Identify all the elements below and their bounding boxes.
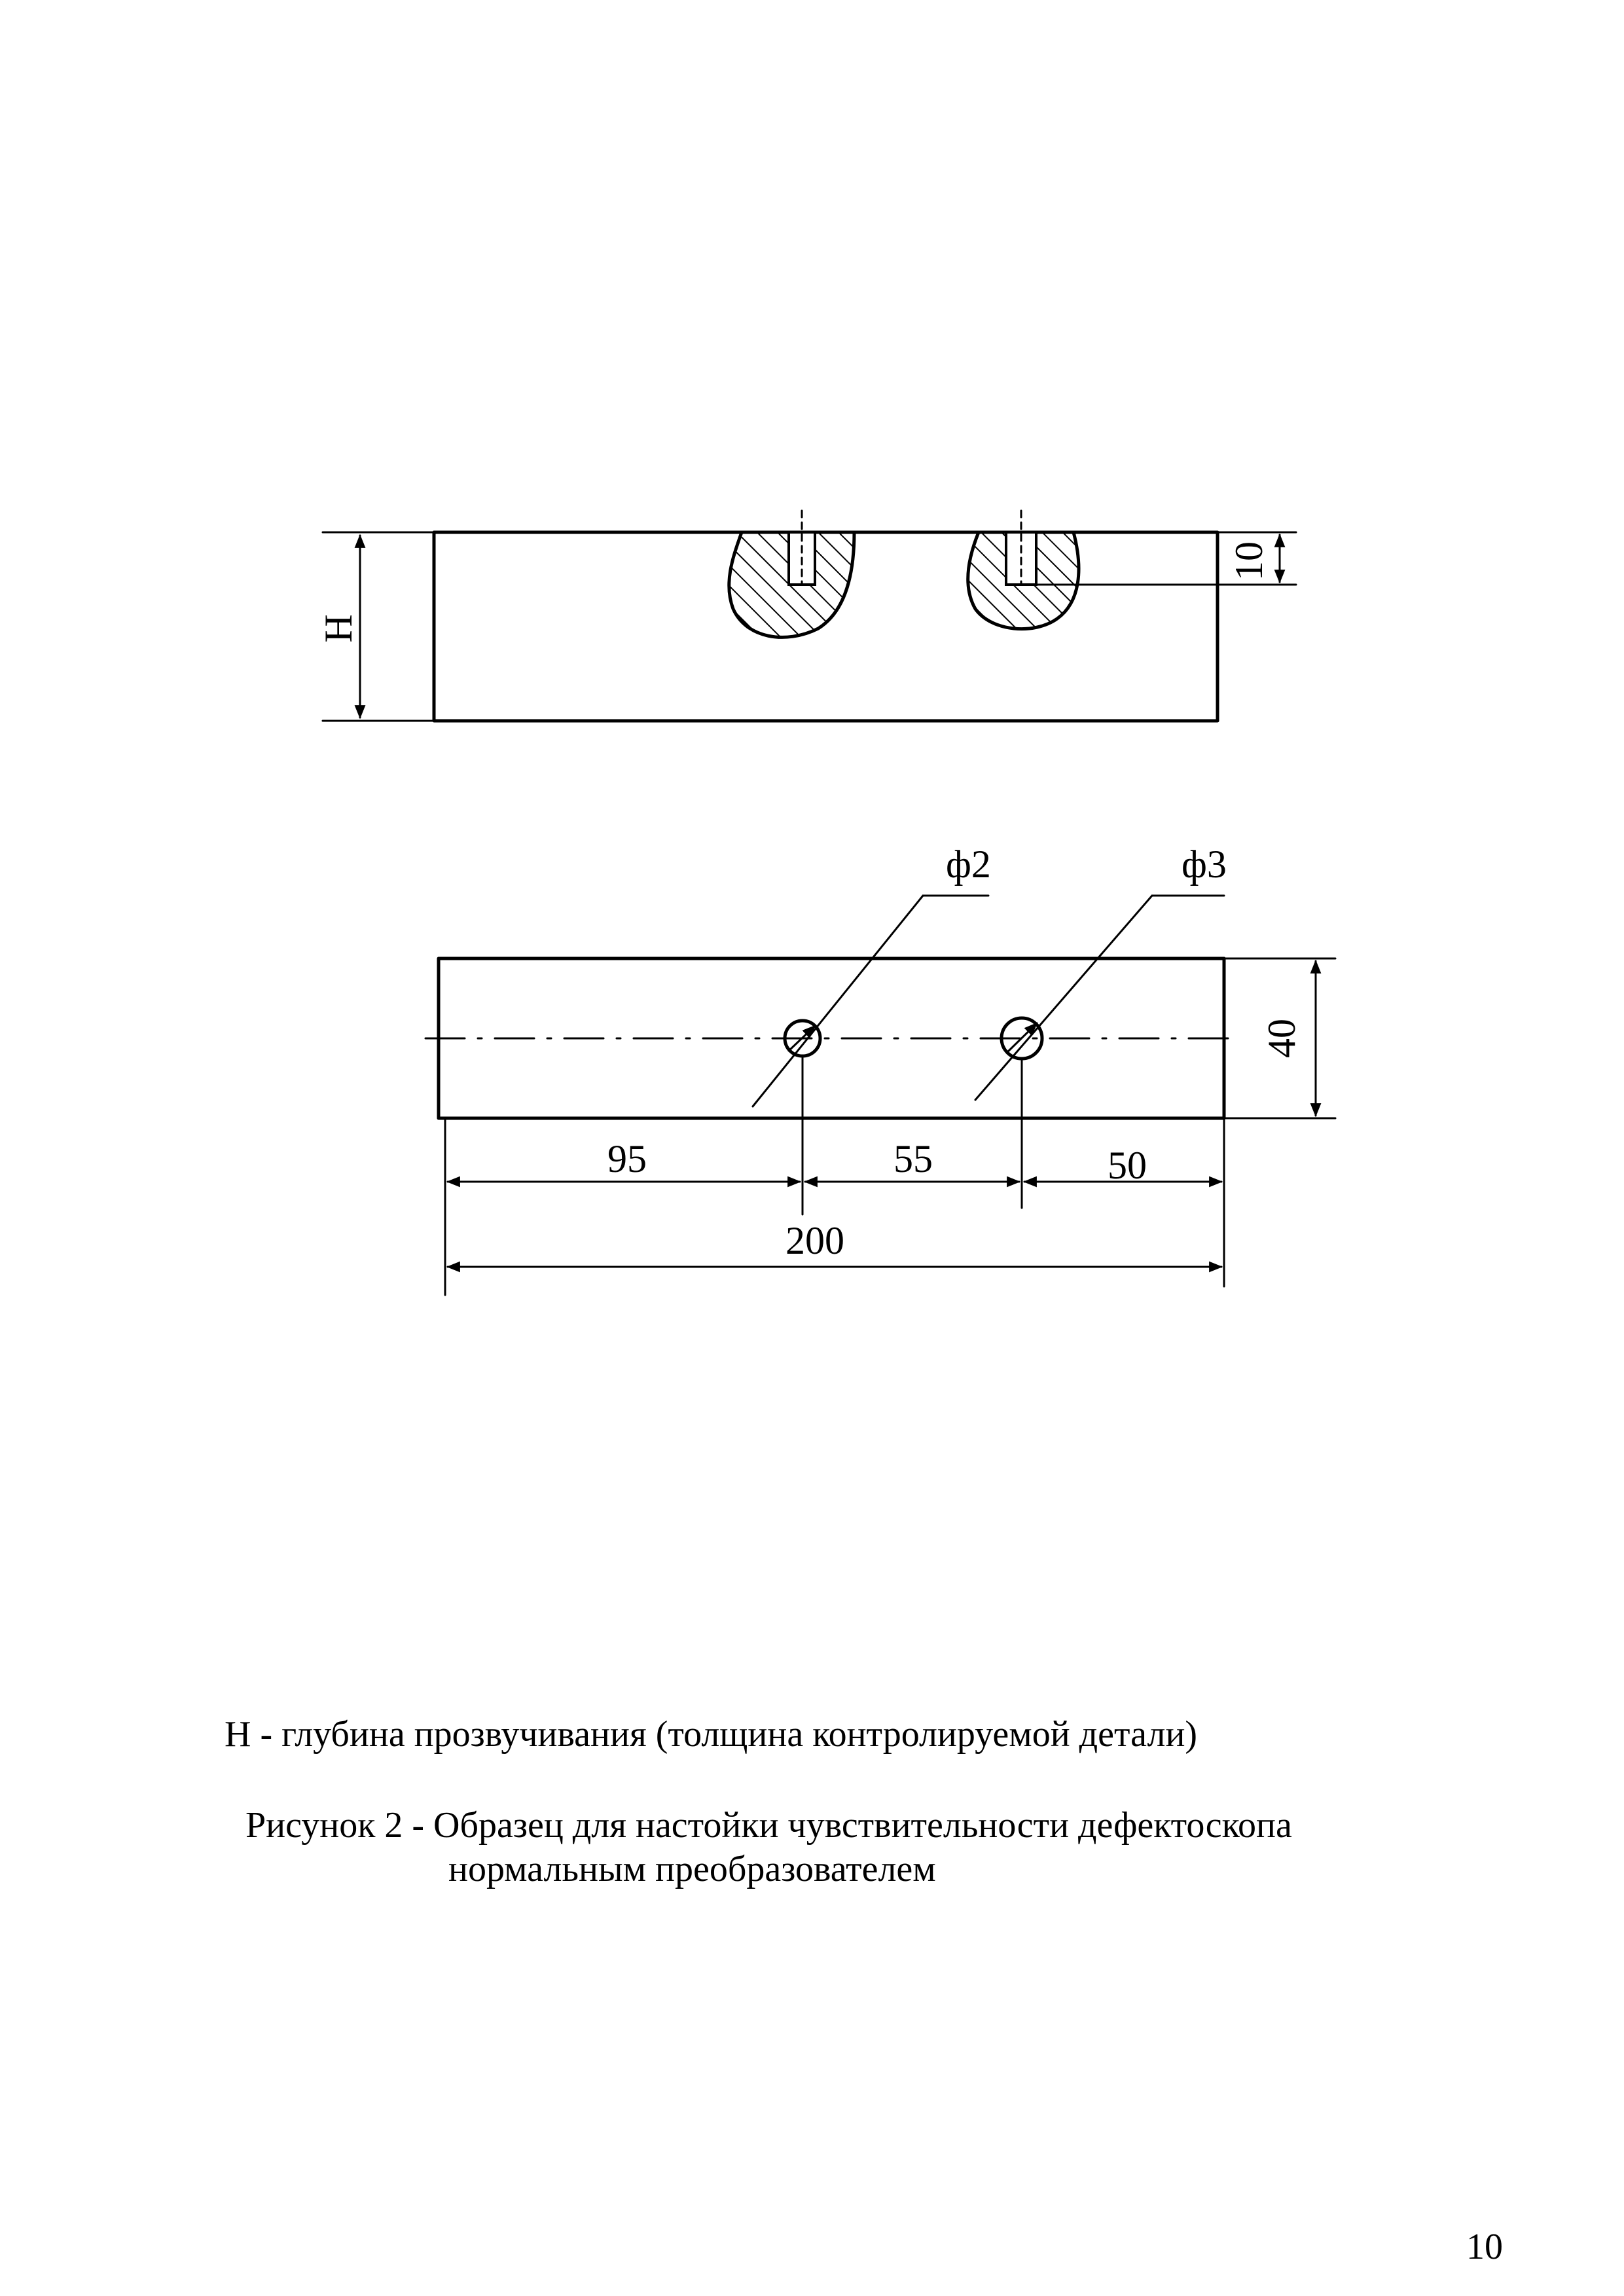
figure-caption-line-2: нормальным преобразователем — [448, 1849, 936, 1889]
h-legend: Н - глубина прозвучивания (толщина контролируемой детали) — [225, 1714, 1198, 1755]
top-view — [425, 843, 1335, 1295]
dim-50-label: 50 — [1108, 1144, 1147, 1187]
phi2-label: ф2 — [946, 843, 991, 886]
h-label: H — [317, 614, 360, 643]
hole-section-1 — [729, 511, 854, 637]
height-40-label: 40 — [1260, 1019, 1303, 1058]
depth-10-label: 10 — [1227, 541, 1271, 581]
page-number: 10 — [1466, 2227, 1503, 2267]
dim-95-label: 95 — [607, 1137, 647, 1180]
side-view — [317, 511, 1296, 721]
dim-200-label: 200 — [785, 1219, 844, 1262]
phi3-label: ф3 — [1182, 843, 1227, 886]
dim-55-label: 55 — [893, 1137, 933, 1180]
hole-section-2 — [968, 511, 1079, 629]
figure-caption-line-1: Рисунок 2 - Образец для настойки чувствительности дефектоскопа — [245, 1805, 1292, 1846]
